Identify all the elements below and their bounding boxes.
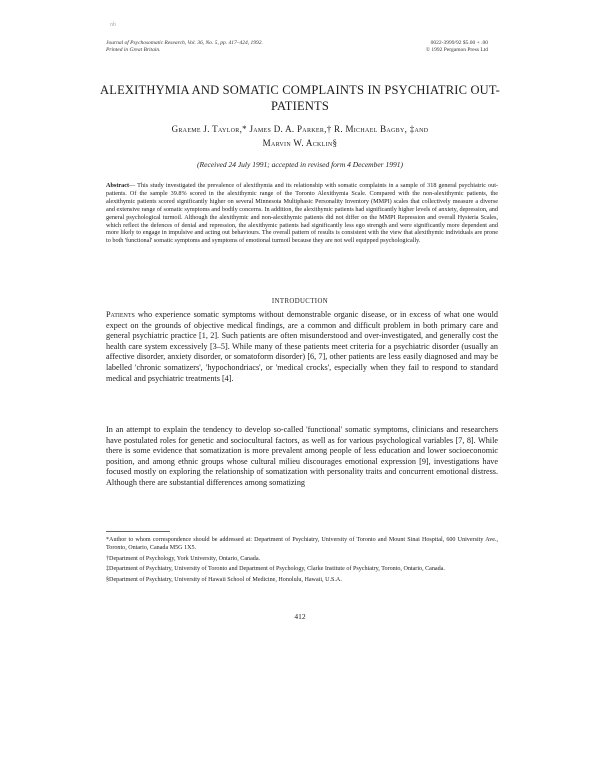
section-heading-introduction: INTRODUCTION bbox=[271, 298, 329, 305]
author-line-1: Graeme J. Taylor,* James D. A. Parker,† R. Michael Bagby, ‡and bbox=[171, 124, 429, 134]
abstract bbox=[106, 182, 498, 245]
intro-paragraph-1-text: who experience somatic symptoms without demonstrable organic disease, or in excess of what one would expect on the grounds of objective medical findings, are a common and difficult problem in both primary care and general psychiatric practice [1, 2]. Such patients are often misunderstood and over-investigated, and generally cost the health care system excessively [3–5]. While many of these patients meet criteria for a psychiatric disorder (usually an affective disorder, anxiety disorder, or somatoform disorder) [6, 7], other patients are less easily diagnosed and may be labelled 'chronic somatizers', 'hypochondriacs', or 'medical crocks', especially when they fail to respond to standard medical and psychiatric treatments [4]. bbox=[106, 310, 498, 383]
footnote-2: †Department of Psychology, York University, Ontario, Canada. bbox=[106, 555, 261, 562]
issn-line: 0022-3999/92 $5.00 + .00 bbox=[430, 40, 488, 46]
intro-first-word: Patients bbox=[106, 310, 135, 319]
page-number: 412 bbox=[294, 612, 306, 621]
footnote-3: ‡Department of Psychiatry, University of Toronto and Department of Psychology, Clarke Institute of Psychiatry, Toronto, Ontario, Canada. bbox=[106, 566, 445, 573]
footnotes bbox=[106, 537, 498, 588]
footnote-divider bbox=[106, 531, 170, 532]
copyright-line: © 1992 Pergamon Press Ltd bbox=[425, 47, 488, 53]
journal-header bbox=[106, 40, 263, 54]
abstract-lead: Abstract bbox=[106, 182, 130, 189]
journal-citation: Journal of Psychosomatic Research, Vol. 36, No. 5, pp. 417–424, 1992. bbox=[106, 40, 263, 46]
publisher-line: Printed in Great Britain. bbox=[106, 47, 161, 53]
footnote-4: §Department of Psychiatry, University of Hawaii School of Medicine, Honolulu, Hawaii, U.S.A. bbox=[106, 577, 342, 584]
corner-mark: nb bbox=[110, 22, 116, 28]
author-list bbox=[100, 122, 500, 150]
intro-paragraph-1 bbox=[106, 310, 498, 384]
abstract-text: — This study investigated the prevalence of alexithymia and its relationship with somatic complaints in a sample of 318 general psychiatric out-patients. Of the sample 39.8% scored in the alexithymic range of the Toronto Alexithymia Scale. Compared with the non-alexithymic patients, the alexithymic patients scored significantly higher on several Minnesota Multiphasic Personality Inventory (MMPI) scales that collectively measure a diverse and extensive range of somatic symptoms and bodily concerns. In addition, the alexithymic patients had significantly higher levels of anxiety, depression, and general psychological turmoil. Although the alexithymic and non-alexithymic patients did not differ on the MMPI Repression and overall Hysteria Scales, which reflect the defences of denial and repression, the alexithymic patients had significantly less ego strength and were significantly more dependent and more likely to engage in impulsive and acting out behaviours. The overall pattern of results is consistent with the view that alexithymic individuals are prone to both 'functional' somatic symptoms and symptoms of emotional turmoil because they are not well equipped psychologically. bbox=[106, 182, 498, 245]
copyright-header bbox=[426, 40, 488, 54]
received-date: (Received 24 July 1991; accepted in revised form 4 December 1991) bbox=[197, 160, 403, 169]
intro-paragraph-2: In an attempt to explain the tendency to develop so-called 'functional' somatic symptoms, clinicians and researchers have postulated roles for genetic and sociocultural factors, as well as for various psychological variables [7, 8]. While there is some evidence that somatization is more prevalent among people of less education and lower socioeconomic position, and among ethnic groups whose cultural milieu discourages emotional expression [9], investigations have focused mostly on exploring the relationship of somatization with personality traits and concurrent emotional distress. Although there are substantial differences among somatizing bbox=[106, 425, 498, 487]
paper-title: ALEXITHYMIA AND SOMATIC COMPLAINTS IN PSYCHIATRIC OUT-PATIENTS bbox=[100, 83, 500, 113]
footnote-1: *Author to whom correspondence should be addressed at: Department of Psychiatry, University of Toronto and Mount Sinai Hospital, 600 University Ave., Toronto, Ontario, Canada M5G 1X5. bbox=[106, 537, 498, 551]
author-line-2: Marvin W. Acklin§ bbox=[262, 138, 338, 148]
